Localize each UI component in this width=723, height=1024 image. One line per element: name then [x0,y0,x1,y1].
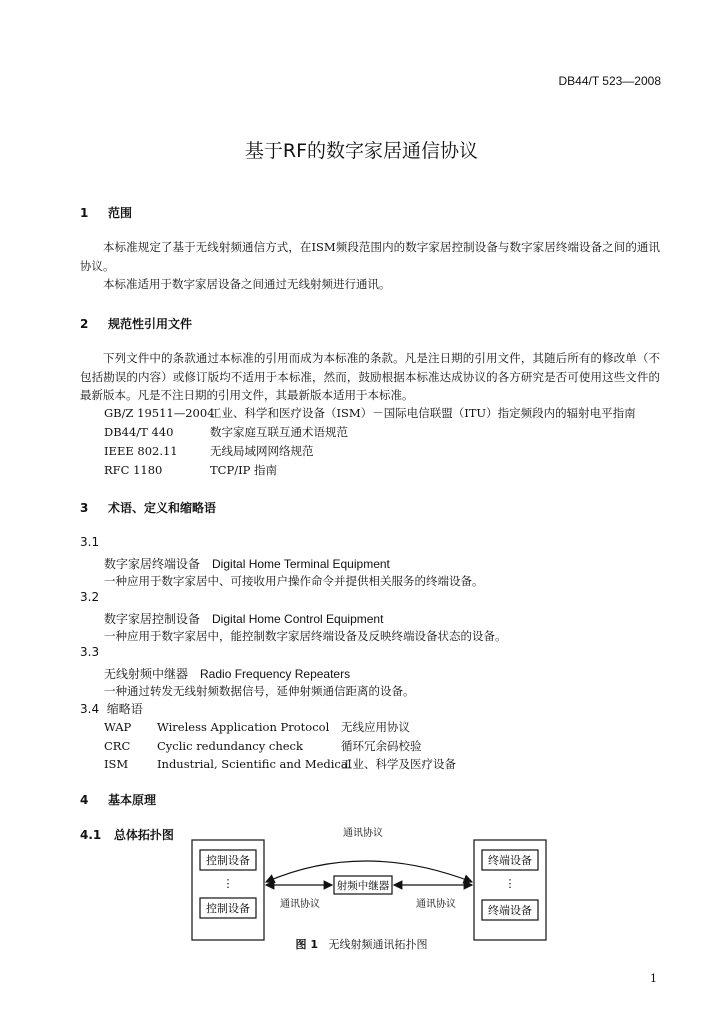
abbreviation-chinese: 工业、科学及医疗设备 [341,757,456,771]
section-title: 基本原理 [108,793,157,807]
section-1-paragraph-2: 本标准适用于数字家居设备之间通过无线射频进行通讯。 [103,277,391,291]
reference-title: 数字家庭互联互通术语规范 [210,425,348,439]
section-title: 规范性引用文件 [108,317,193,331]
ellipsis-dots: ⋮ [504,877,516,890]
section-title: 总体拓扑图 [113,828,174,842]
abbreviation-english: Wireless Application Protocol [157,720,330,734]
section-number: 3 [80,501,89,515]
reference-code: DB44/T 440 [104,425,174,439]
section-3-heading [80,499,216,516]
terminal-device-label: 终端设备 [488,904,532,917]
section-2-heading [80,315,192,332]
document-title: 基于RF的数字家居通信协议 [244,140,479,162]
term-chinese: 数字家居控制设备 [104,612,201,626]
abbreviation: WAP [104,720,132,734]
reference-title: 工业、科学和医疗设备（ISM）－国际电信联盟（ITU）指定频段内的辐射电平指南 [210,406,636,420]
figure-title: 无线射频通讯拓扑图 [328,938,428,951]
abbreviation-english: Industrial, Scientific and Medical [157,757,352,771]
section-title: 术语、定义和缩略语 [108,501,217,515]
section-number: 4.1 [80,828,102,842]
reference-code: GB/Z 19511—2004 [104,406,215,420]
repeater-label: 射频中继器 [336,880,390,892]
topology-diagram [180,820,560,945]
term-number: 3.3 [80,645,100,659]
section-title: 缩略语 [106,702,143,716]
figure-number: 图 1 [295,938,318,951]
control-device-label: 控制设备 [206,902,250,915]
standard-code: DB44/T 523—2008 [558,74,661,88]
section-number: 2 [80,317,89,331]
term-definition: 一种应用于数字家居中、可接收用户操作命令并提供相关服务的终端设备。 [104,574,484,588]
section-number: 3.4 [80,702,100,716]
abbreviation-chinese: 无线应用协议 [341,720,410,734]
term-heading [104,553,390,572]
reference-title: TCP/IP 指南 [210,463,278,477]
term-number: 3.1 [80,535,100,549]
ellipsis-dots: ⋮ [222,877,234,890]
reference-title: 无线局域网网络规范 [210,444,314,458]
section-4-heading [80,791,156,808]
term-heading [104,608,383,627]
abbreviations-heading [80,700,143,717]
direct-link-arrow [266,861,472,882]
term-chinese: 无线射频中继器 [104,667,189,681]
reference-code: IEEE 802.11 [104,444,178,458]
section-title: 范围 [108,206,133,220]
abbreviation: CRC [104,739,131,753]
control-device-label: 控制设备 [206,854,250,867]
abbreviation-english: Cyclic redundancy check [157,739,303,753]
section-number: 4 [80,793,89,807]
section-2-paragraph: 下列文件中的条款通过本标准的引用而成为本标准的条款。凡是注日期的引用文件，其随后所有的修改单（不包括勘误的内容）或修订版均不适用于本标准，然而，鼓励根据本标准达成协议的各方研究是否可使用这些文件的最新版本。凡是不注日期的引用文件，其最新版本适用于本标准。 [80,351,660,402]
term-definition: 一种应用于数字家居中，能控制数字家居终端设备及反映终端设备状态的设备。 [104,629,507,643]
terminal-device-label: 终端设备 [488,854,532,867]
term-definition: 一种通过转发无线射频数据信号，延伸射频通信距离的设备。 [104,684,415,698]
term-chinese: 数字家居终端设备 [104,557,201,571]
section-number: 1 [80,206,89,220]
abbreviation: ISM [104,757,129,771]
term-english: Radio Frequency Repeaters [200,667,351,681]
left-protocol-label: 通讯协议 [280,899,320,910]
section-1-paragraph-1: 本标准规定了基于无线射频通信方式，在ISM频段范围内的数字家居控制设备与数字家居终端设备之间的通讯协议。 [80,240,660,273]
reference-code: RFC 1180 [104,463,163,477]
term-heading [104,663,350,682]
abbreviation-chinese: 循环冗余码校验 [341,739,422,753]
subsection-4-1-heading [80,826,174,843]
page-number: 1 [650,972,657,985]
term-number: 3.2 [80,590,100,604]
section-1-heading [80,204,132,221]
figure-caption [0,936,723,952]
top-protocol-label: 通讯协议 [343,828,383,839]
term-english: Digital Home Terminal Equipment [212,557,390,571]
term-english: Digital Home Control Equipment [212,612,384,626]
right-protocol-label: 通讯协议 [416,899,456,910]
